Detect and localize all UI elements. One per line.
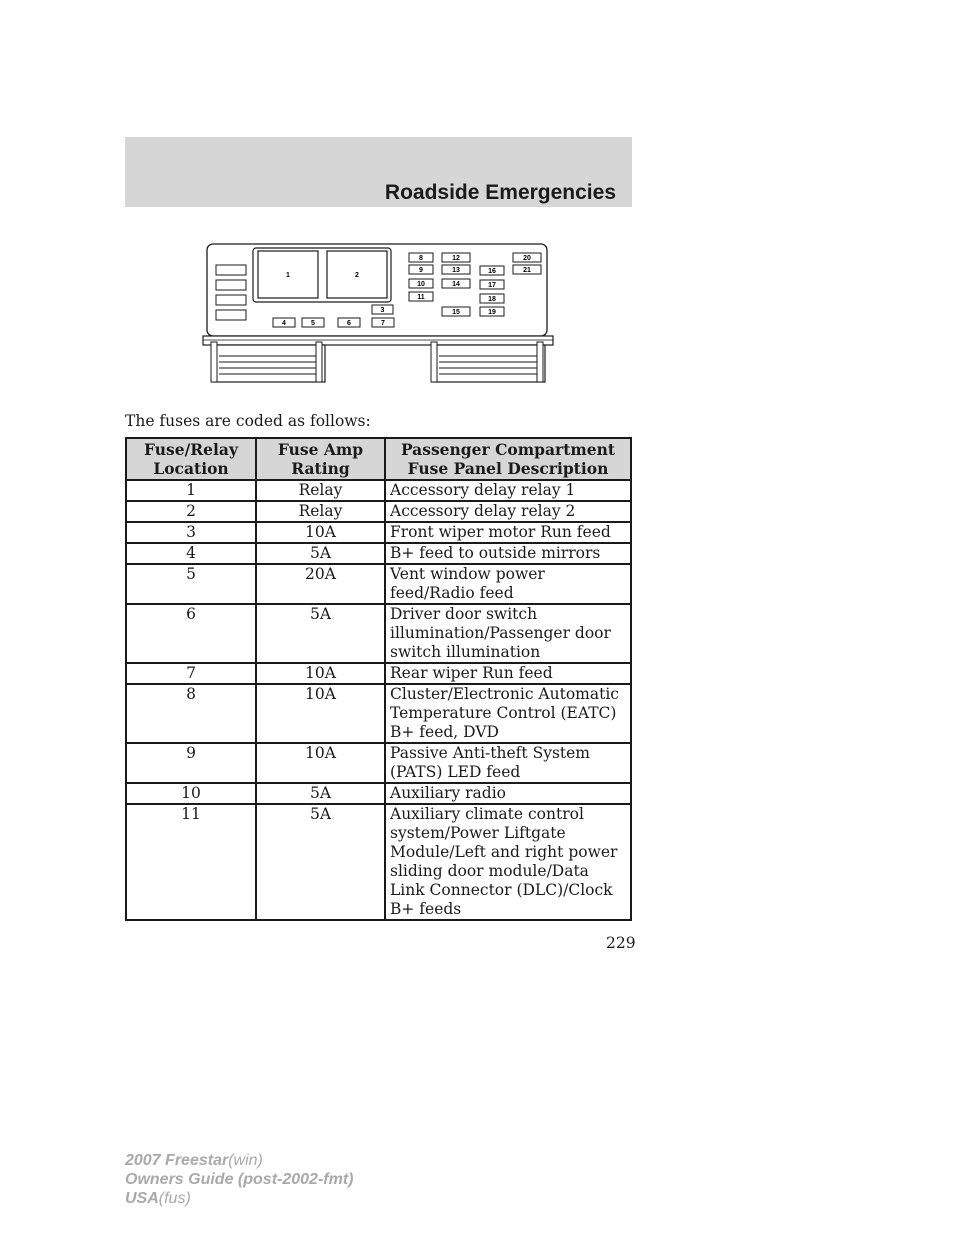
table-row (126, 543, 631, 564)
cell-description: Accessory delay relay 2 (385, 501, 631, 522)
footer-guide-format: Owners Guide (post-2002-fmt) (125, 1171, 354, 1188)
cell-description: Rear wiper Run feed (385, 663, 631, 684)
column-header-location: Fuse/Relay Location (126, 438, 256, 480)
cell-amp-rating: 5A (256, 804, 385, 920)
section-title: Roadside Emergencies (384, 181, 616, 204)
fuse-label-20: 20 (523, 255, 531, 262)
fuse-table (125, 437, 632, 921)
fuse-label-21: 21 (523, 267, 531, 274)
fuse-label-6: 6 (347, 320, 351, 327)
fuse-label-14: 14 (452, 281, 460, 288)
footer-model-code: (win) (228, 1152, 263, 1169)
cell-description: Accessory delay relay 1 (385, 480, 631, 501)
table-row (126, 604, 631, 663)
footer-market: USA (125, 1190, 159, 1207)
footer-line-3 (125, 1189, 353, 1208)
fuse-label-1: 1 (286, 272, 290, 279)
table-row (126, 783, 631, 804)
cell-location: 9 (126, 743, 256, 783)
column-header-amp-rating: Fuse Amp Rating (256, 438, 385, 480)
cell-amp-rating: 5A (256, 783, 385, 804)
cell-location: 5 (126, 564, 256, 604)
fuse-label-17: 17 (488, 282, 496, 289)
cell-description: Auxiliary radio (385, 783, 631, 804)
fuse-label-15: 15 (452, 309, 460, 316)
footer-model: 2007 Freestar (125, 1152, 229, 1169)
cell-location: 4 (126, 543, 256, 564)
cell-location: 1 (126, 480, 256, 501)
table-row (126, 522, 631, 543)
cell-amp-rating: 10A (256, 684, 385, 743)
cell-location: 2 (126, 501, 256, 522)
fuse-label-4: 4 (282, 320, 286, 327)
table-row (126, 480, 631, 501)
cell-description: Front wiper motor Run feed (385, 522, 631, 543)
table-row (126, 564, 631, 604)
cell-amp-rating: 5A (256, 543, 385, 564)
fuse-label-16: 16 (488, 268, 496, 275)
cell-amp-rating: 5A (256, 604, 385, 663)
footer-line-2 (125, 1170, 353, 1189)
cell-location: 11 (126, 804, 256, 920)
fuse-label-13: 13 (452, 267, 460, 274)
cell-location: 6 (126, 604, 256, 663)
cell-amp-rating: Relay (256, 480, 385, 501)
fuse-label-5: 5 (311, 320, 315, 327)
fuse-label-10: 10 (417, 281, 425, 288)
page-number: 229 (606, 934, 636, 952)
cell-amp-rating: 10A (256, 743, 385, 783)
cell-location: 3 (126, 522, 256, 543)
fuse-label-3: 3 (380, 307, 385, 314)
document-footer (125, 1151, 353, 1208)
cell-description: Driver door switch illumination/Passenger door switch illumination (385, 604, 631, 663)
table-row (126, 684, 631, 743)
cell-description: Passive Anti-theft System (PATS) LED feed (385, 743, 631, 783)
cell-location: 8 (126, 684, 256, 743)
cell-description: Vent window power feed/Radio feed (385, 564, 631, 604)
fuse-label-7: 7 (381, 320, 385, 327)
fuse-label-9: 9 (419, 267, 423, 274)
cell-amp-rating: 10A (256, 522, 385, 543)
cell-location: 10 (126, 783, 256, 804)
table-row (126, 743, 631, 783)
fuse-panel-illustration (197, 238, 562, 388)
cell-description: Auxiliary climate control system/Power Liftgate Module/Left and right power sliding door module/Data Link Connector (DLC)/Clock B+ feeds (385, 804, 631, 920)
fuse-label-11: 11 (417, 294, 425, 301)
cell-amp-rating: Relay (256, 501, 385, 522)
column-header-description: Passenger Compartment Fuse Panel Description (385, 438, 631, 480)
fuse-label-8: 8 (419, 255, 423, 262)
table-row (126, 501, 631, 522)
table-header-row (126, 438, 631, 480)
cell-amp-rating: 10A (256, 663, 385, 684)
fuse-label-12: 12 (452, 255, 460, 262)
fuse-panel-diagram (197, 238, 562, 388)
cell-amp-rating: 20A (256, 564, 385, 604)
cell-location: 7 (126, 663, 256, 684)
section-header-band (125, 137, 632, 207)
footer-market-code: (fus) (158, 1190, 191, 1207)
fuse-label-18: 18 (488, 296, 496, 303)
fuse-label-2: 2 (355, 272, 359, 279)
table-row (126, 663, 631, 684)
fuse-label-19: 19 (488, 309, 496, 316)
cell-description: B+ feed to outside mirrors (385, 543, 631, 564)
cell-description: Cluster/Electronic Automatic Temperature Control (EATC) B+ feed, DVD (385, 684, 631, 743)
footer-line-1 (125, 1151, 353, 1170)
table-row (126, 804, 631, 920)
intro-text: The fuses are coded as follows: (125, 412, 371, 430)
